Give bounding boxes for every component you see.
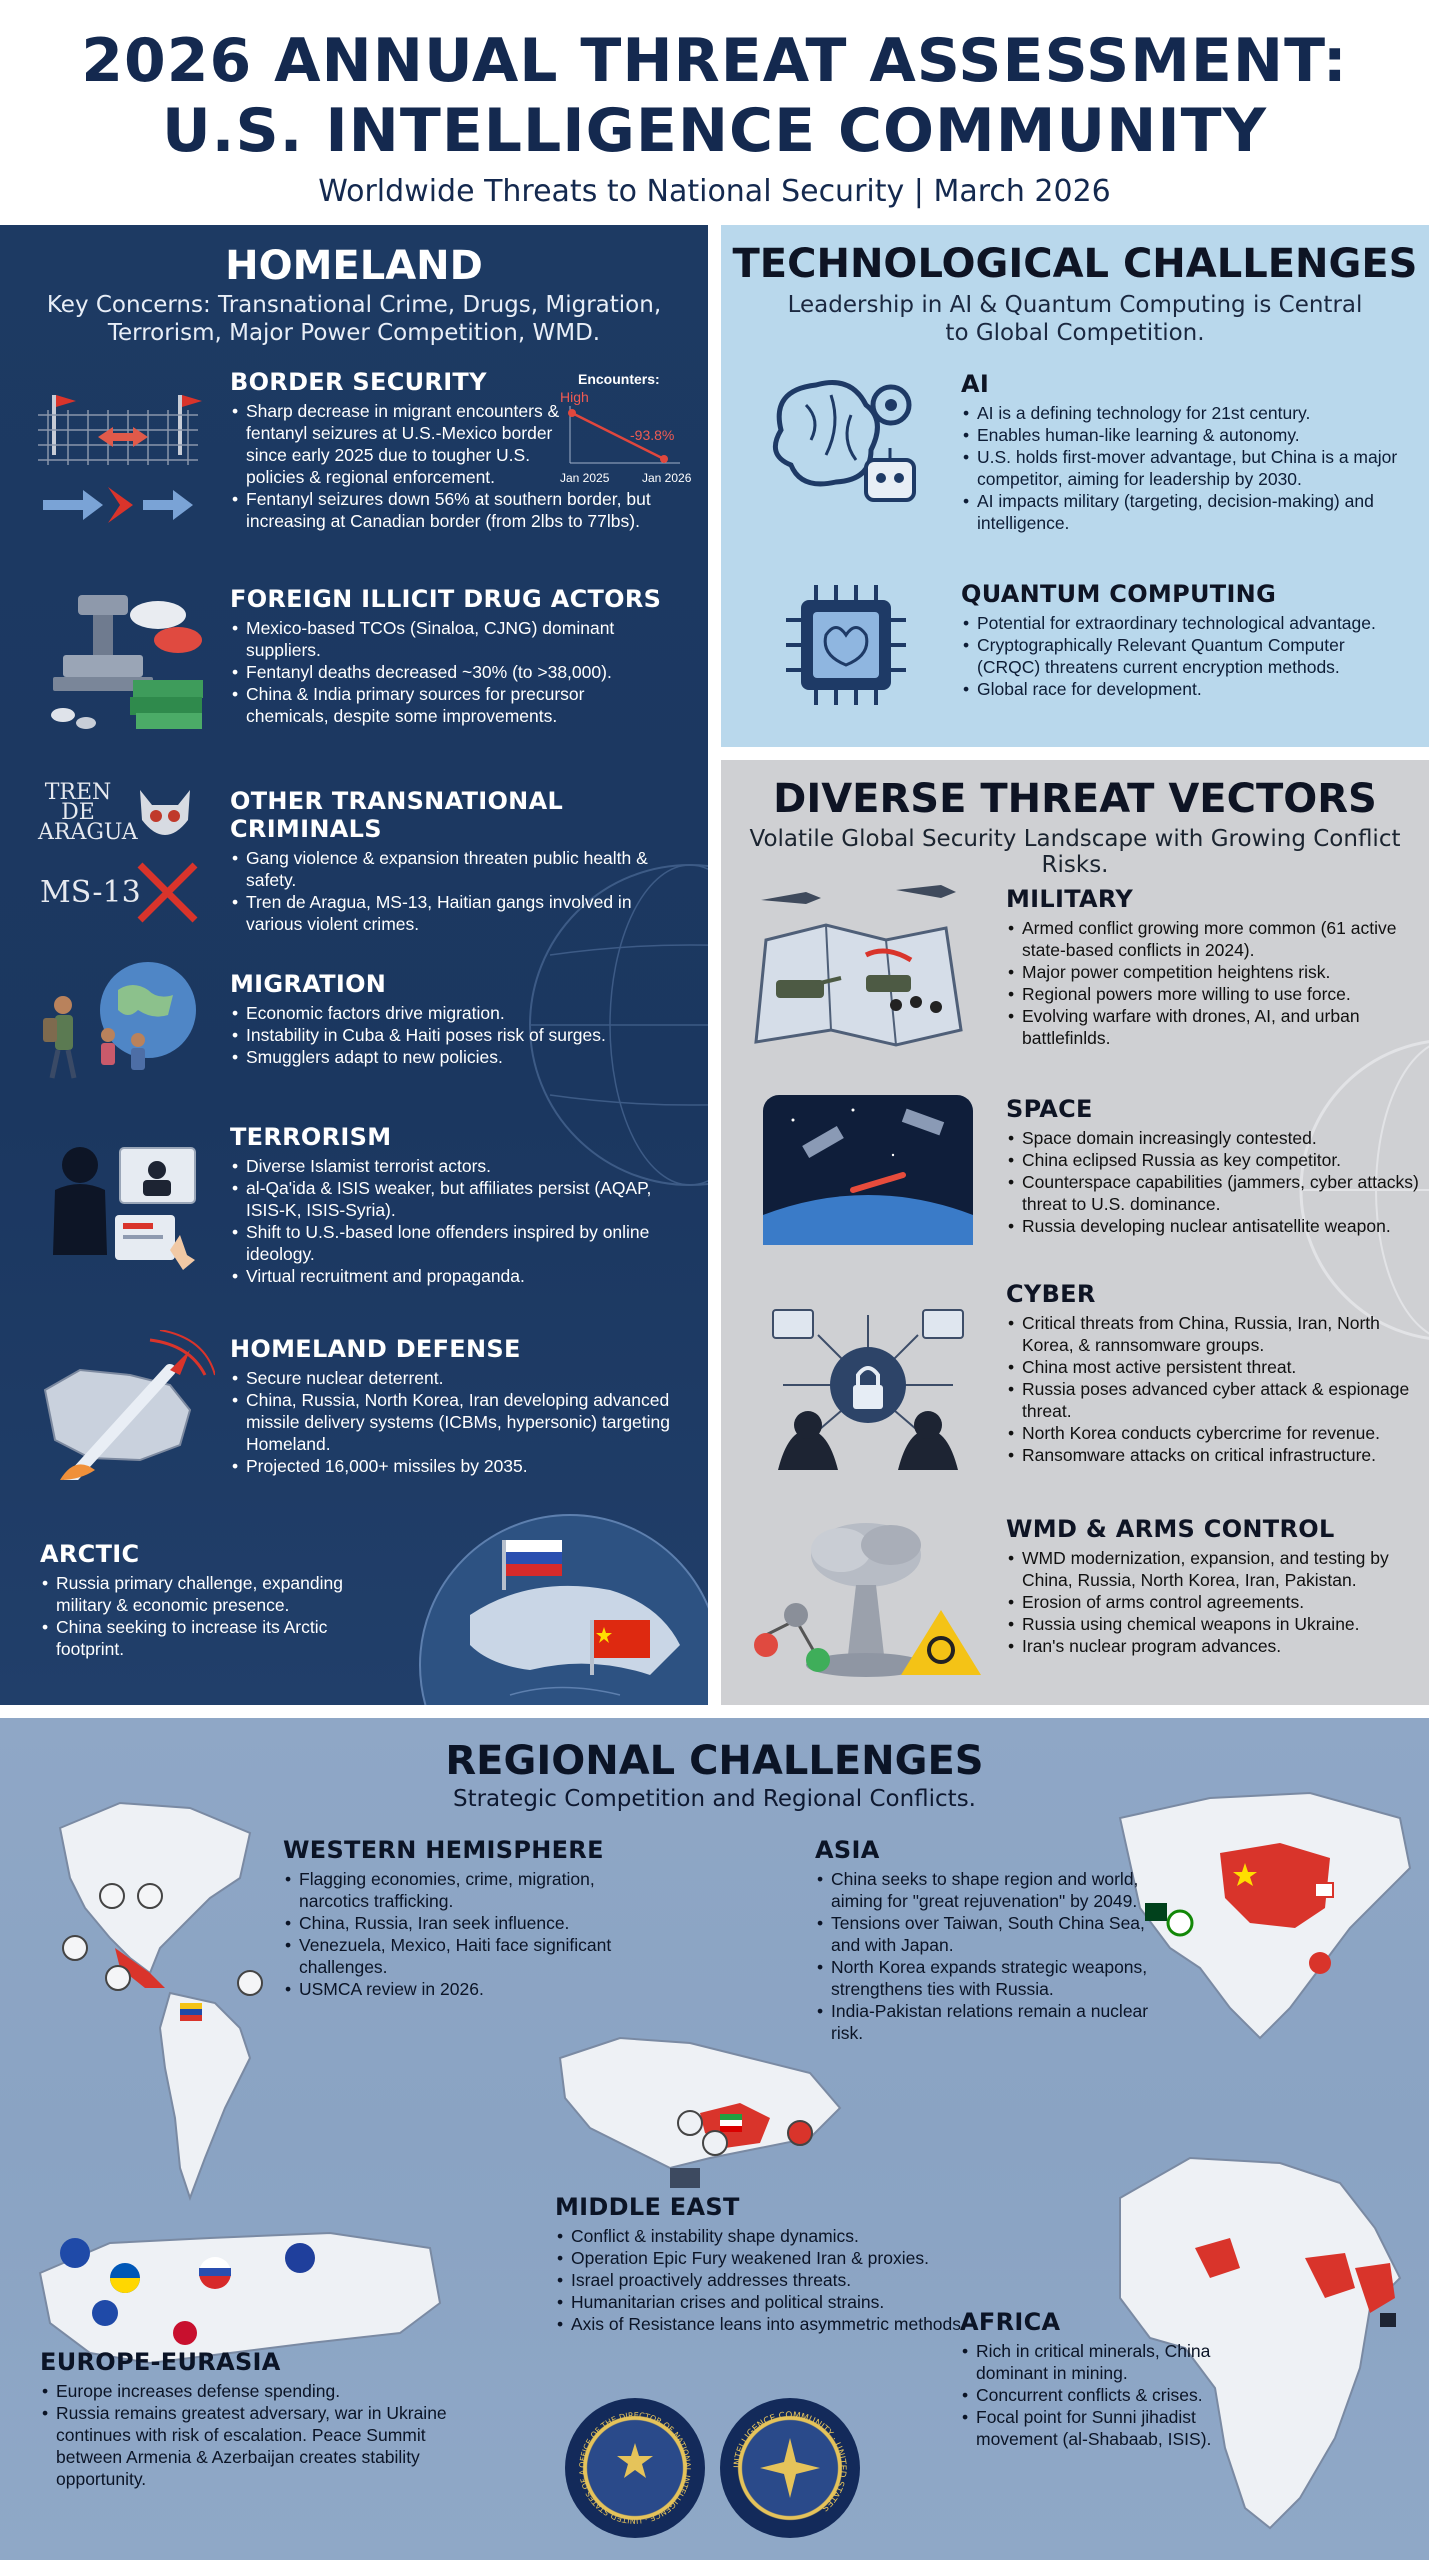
crossed-weapons-icon bbox=[135, 860, 205, 930]
space-bullet-4: • Russia developing nuclear antisatellite weapon. bbox=[1006, 1215, 1426, 1237]
ai-bullet-3: • U.S. holds first-mover advantage, but China is a major competitor, aiming for leadership by 2030. bbox=[961, 446, 1411, 490]
tech-title: TECHNOLOGICAL CHALLENGES bbox=[732, 241, 1418, 287]
migration-section bbox=[230, 970, 670, 1068]
ai-title: AI bbox=[961, 370, 990, 398]
arctic-bullet-2: • China seeking to increase its Arctic footprint. bbox=[40, 1616, 380, 1660]
migrants-globe-icon bbox=[38, 960, 208, 1080]
africa-bullet-2: • Concurrent conflicts & crises. bbox=[960, 2384, 1250, 2406]
ai-bullet-4: • AI impacts military (targeting, decision-making) and intelligence. bbox=[961, 490, 1411, 534]
middle-east-title: MIDDLE EAST bbox=[555, 2193, 740, 2221]
western-bullet-4: • USMCA review in 2026. bbox=[283, 1978, 613, 2000]
skull-mask-icon bbox=[130, 780, 200, 850]
threat-vectors-panel bbox=[721, 760, 1429, 1705]
criminals-bullet-2: • Tren de Aragua, MS-13, Haitian gangs involved in various violent crimes. bbox=[230, 891, 670, 935]
tren-de-aragua-logo: TREN DE ARAGUA bbox=[38, 780, 138, 845]
arctic-bullet-1: • Russia primary challenge, expanding military & economic presence. bbox=[40, 1572, 380, 1616]
western-bullet-2: • China, Russia, Iran seek influence. bbox=[283, 1912, 613, 1934]
drugs-bullet-1: • Mexico-based TCOs (Sinaloa, CJNG) dominant suppliers. bbox=[230, 617, 670, 661]
homeland-defense-section bbox=[230, 1335, 670, 1477]
asia-title: ASIA bbox=[815, 1836, 880, 1864]
military-bullet-4: • Evolving warfare with drones, AI, and urban battlefinlds. bbox=[1006, 1005, 1426, 1049]
migration-bullet-2: • Instability in Cuba & Haiti poses risk of surges. bbox=[230, 1024, 670, 1046]
cyber-bullet-3: • Russia poses advanced cyber attack & espionage threat. bbox=[1006, 1378, 1426, 1422]
missile-launch-icon bbox=[40, 1330, 215, 1480]
middle-east-map-icon bbox=[550, 2018, 850, 2188]
quantum-bullet-1: • Potential for extraordinary technological advantage. bbox=[961, 612, 1411, 634]
ai-section bbox=[961, 370, 1411, 534]
quantum-bullet-3: • Global race for development. bbox=[961, 678, 1411, 700]
wmd-bullet-1: • WMD modernization, expansion, and testing by China, Russia, North Korea, Iran, Pakistan. bbox=[1006, 1547, 1426, 1591]
military-title: MILITARY bbox=[1006, 885, 1134, 913]
middle-east-bullet-5: • Axis of Resistance leans into asymmetric methods. bbox=[555, 2313, 975, 2335]
title-line-2: U.S. INTELLIGENCE COMMUNITY bbox=[161, 96, 1268, 166]
space-bullet-2: • China eclipsed Russia as key competitor. bbox=[1006, 1149, 1426, 1171]
terrorism-title: TERRORISM bbox=[230, 1123, 392, 1151]
space-bullet-1: • Space domain increasingly contested. bbox=[1006, 1127, 1426, 1149]
homeland-subtitle bbox=[0, 291, 708, 347]
europe-bullet-2: • Russia remains greatest adversary, war in Ukraine continues with risk of escalation. Peace Summit between Armenia & Azerbaijan creates stability opportunity. bbox=[40, 2402, 470, 2490]
terrorism-bullet-3: • Shift to U.S.-based lone offenders inspired by online ideology. bbox=[230, 1221, 670, 1265]
transnational-criminals-section bbox=[230, 787, 670, 935]
wmd-mushroom-cloud-icon bbox=[746, 1515, 986, 1685]
arctic-section bbox=[40, 1540, 380, 1660]
terrorism-bullet-2: • al-Qa'ida & ISIS weaker, but affiliates persist (AQAP, ISIS-K, ISIS-Syria). bbox=[230, 1177, 670, 1221]
western-hemisphere-title: WESTERN HEMISPHERE bbox=[283, 1836, 604, 1864]
africa-bullet-3: • Focal point for Sunni jihadist movement (al-Shabaab, ISIS). bbox=[960, 2406, 1250, 2450]
europe-eurasia-section bbox=[40, 2348, 470, 2490]
space-satellites-icon bbox=[763, 1095, 973, 1245]
asia-map-icon bbox=[1110, 1778, 1420, 2048]
regional-subtitle: Strategic Competition and Regional Conflicts. bbox=[452, 1786, 976, 1812]
tech-subtitle-line-2: to Global Competition. bbox=[945, 320, 1205, 346]
ai-bullet-1: • AI is a defining technology for 21st century. bbox=[961, 402, 1411, 424]
asia-bullet-3: • North Korea expands strategic weapons, strengthens ties with Russia. bbox=[815, 1956, 1155, 2000]
ms13-logo: MS-13 bbox=[40, 875, 141, 910]
space-bullet-3: • Counterspace capabilities (jammers, cyber attacks) threat to U.S. dominance. bbox=[1006, 1171, 1426, 1215]
drugs-bullet-3: • China & India primary sources for precursor chemicals, despite some improvements. bbox=[230, 683, 670, 727]
middle-east-bullet-1: • Conflict & instability shape dynamics. bbox=[555, 2225, 975, 2247]
africa-section bbox=[960, 2308, 1250, 2450]
space-section bbox=[1006, 1095, 1426, 1237]
encounters-mini-chart bbox=[560, 371, 700, 501]
migration-title: MIGRATION bbox=[230, 970, 387, 998]
threats-title: DIVERSE THREAT VECTORS bbox=[773, 776, 1377, 822]
africa-bullet-1: • Rich in critical minerals, China dominant in mining. bbox=[960, 2340, 1250, 2384]
asia-bullet-2: • Tensions over Taiwan, South China Sea, and with Japan. bbox=[815, 1912, 1155, 1956]
homeland-subtitle-line-2: Terrorism, Major Power Competition, WMD. bbox=[107, 320, 601, 346]
defense-bullet-3: • Projected 16,000+ missiles by 2035. bbox=[230, 1455, 670, 1477]
cyber-bullet-1: • Critical threats from China, Russia, Iran, North Korea, & rannsomware groups. bbox=[1006, 1312, 1426, 1356]
cyber-bullet-2: • China most active persistent threat. bbox=[1006, 1356, 1426, 1378]
border-security-title: BORDER SECURITY bbox=[230, 368, 487, 396]
wmd-bullet-2: • Erosion of arms control agreements. bbox=[1006, 1591, 1426, 1613]
terrorism-bullet-1: • Diverse Islamist terrorist actors. bbox=[230, 1155, 670, 1177]
border-fence-icon bbox=[38, 375, 208, 525]
wmd-title: WMD & ARMS CONTROL bbox=[1006, 1515, 1335, 1543]
ai-brain-robot-icon bbox=[761, 370, 931, 520]
middle-east-bullet-2: • Operation Epic Fury weakened Iran & proxies. bbox=[555, 2247, 975, 2269]
africa-title: AFRICA bbox=[960, 2308, 1061, 2336]
transnational-criminals-title: OTHER TRANSNATIONAL CRIMINALS bbox=[230, 787, 564, 843]
tech-subtitle-line-1: Leadership in AI & Quantum Computing is Central bbox=[787, 292, 1363, 318]
drugs-bullet-2: • Fentanyl deaths decreased ~30% (to >38,000). bbox=[230, 661, 670, 683]
page-header bbox=[0, 0, 1429, 222]
border-bullet-2: • Fentanyl seizures down 56% at southern border, but increasing at Canadian border (from 2lbs to 77lbs). bbox=[230, 488, 670, 532]
arctic-title: ARCTIC bbox=[40, 1540, 140, 1568]
drug-actors-section bbox=[230, 585, 670, 727]
asia-bullet-1: • China seeks to shape region and world, aiming for "great rejuvenation" by 2049. bbox=[815, 1868, 1155, 1912]
mini-chart-high-label: High bbox=[560, 389, 589, 405]
western-bullet-3: • Venezuela, Mexico, Haiti face significant challenges. bbox=[283, 1934, 613, 1978]
americas-map-icon bbox=[40, 1788, 300, 2208]
migration-bullet-1: • Economic factors drive migration. bbox=[230, 1002, 670, 1024]
regional-panel bbox=[0, 1718, 1429, 2560]
ic-seal-text: INTELLIGENCE COMMUNITY · UNITED STATES bbox=[732, 2410, 848, 2513]
mini-chart-x-end: Jan 2026 bbox=[642, 471, 692, 485]
quantum-section bbox=[961, 580, 1411, 700]
military-bullet-3: • Regional powers more willing to use force. bbox=[1006, 983, 1426, 1005]
asia-section bbox=[815, 1836, 1155, 2044]
quantum-title: QUANTUM COMPUTING bbox=[961, 580, 1277, 608]
middle-east-bullet-4: • Humanitarian crises and political strains. bbox=[555, 2291, 975, 2313]
defense-bullet-2: • China, Russia, North Korea, Iran developing advanced missile delivery systems (ICBMs, hypersonic) targeting Homeland. bbox=[230, 1389, 670, 1455]
regional-title: REGIONAL CHALLENGES bbox=[445, 1738, 984, 1784]
page-subtitle: Worldwide Threats to National Security | March 2026 bbox=[318, 174, 1111, 209]
technology-panel bbox=[721, 225, 1429, 747]
cyber-lock-icon bbox=[763, 1295, 973, 1470]
asia-bullet-4: • India-Pakistan relations remain a nuclear risk. bbox=[815, 2000, 1155, 2044]
homeland-panel bbox=[0, 225, 708, 1705]
mini-chart-x-start: Jan 2025 bbox=[560, 471, 610, 485]
europe-bullet-1: • Europe increases defense spending. bbox=[40, 2380, 470, 2402]
cyber-title: CYBER bbox=[1006, 1280, 1096, 1308]
ai-bullet-2: • Enables human-like learning & autonomy. bbox=[961, 424, 1411, 446]
europe-eurasia-title: EUROPE-EURASIA bbox=[40, 2348, 281, 2376]
cyber-section bbox=[1006, 1280, 1426, 1466]
page-title bbox=[0, 0, 1429, 166]
criminals-bullet-1: • Gang violence & expansion threaten public health & safety. bbox=[230, 847, 670, 891]
quantum-bullet-2: • Cryptographically Relevant Quantum Computer (CRQC) threatens current encryption methods. bbox=[961, 634, 1411, 678]
odni-seal-icon bbox=[565, 2398, 705, 2538]
homeland-subtitle-line-1: Key Concerns: Transnational Crime, Drugs, Migration, bbox=[46, 292, 662, 318]
western-bullet-1: • Flagging economies, crime, migration, narcotics trafficking. bbox=[283, 1868, 613, 1912]
mini-chart-change: -93.8% bbox=[630, 427, 675, 443]
middle-east-section bbox=[555, 2193, 975, 2335]
quantum-chip-icon bbox=[781, 580, 911, 710]
defense-bullet-1: • Secure nuclear deterrent. bbox=[230, 1367, 670, 1389]
wmd-bullet-4: • Iran's nuclear program advances. bbox=[1006, 1635, 1426, 1657]
ic-seal-icon bbox=[720, 2398, 860, 2538]
cyber-bullet-5: • Ransomware attacks on critical infrastructure. bbox=[1006, 1444, 1426, 1466]
wmd-section bbox=[1006, 1515, 1426, 1657]
cyber-bullet-4: • North Korea conducts cybercrime for revenue. bbox=[1006, 1422, 1426, 1444]
middle-east-bullet-3: • Israel proactively addresses threats. bbox=[555, 2269, 975, 2291]
arctic-globe-icon bbox=[410, 1505, 708, 1705]
title-line-1: 2026 ANNUAL THREAT ASSESSMENT: bbox=[81, 26, 1348, 96]
military-bullet-1: • Armed conflict growing more common (61 active state-based conflicts in 2024). bbox=[1006, 917, 1426, 961]
homeland-title: HOMELAND bbox=[225, 243, 483, 289]
military-map-icon bbox=[746, 880, 966, 1050]
military-section bbox=[1006, 885, 1426, 1049]
tech-subtitle bbox=[721, 291, 1429, 347]
mini-chart-label: Encounters: bbox=[578, 371, 660, 387]
wmd-bullet-3: • Russia using chemical weapons in Ukraine. bbox=[1006, 1613, 1426, 1635]
terrorism-bullet-4: • Virtual recruitment and propaganda. bbox=[230, 1265, 670, 1287]
terrorist-online-icon bbox=[45, 1140, 205, 1280]
military-bullet-2: • Major power competition heightens risk. bbox=[1006, 961, 1426, 983]
drug-actors-title: FOREIGN ILLICIT DRUG ACTORS bbox=[230, 585, 662, 613]
western-hemisphere-section bbox=[283, 1836, 613, 2000]
homeland-defense-title: HOMELAND DEFENSE bbox=[230, 1335, 521, 1363]
threats-subtitle: Volatile Global Security Landscape with Growing Conflict Risks. bbox=[749, 826, 1401, 878]
pill-press-icon bbox=[38, 585, 208, 735]
border-bullet-1: • Sharp decrease in migrant encounters & fentanyl seizures at U.S.-Mexico border since early 2025 due to tougher U.S. policies & regional enforcement. bbox=[230, 400, 560, 488]
migration-bullet-3: • Smugglers adapt to new policies. bbox=[230, 1046, 670, 1068]
space-title: SPACE bbox=[1006, 1095, 1093, 1123]
odni-seal-text: OFFICE OF THE DIRECTOR OF NATIONAL INTELLIGENCE · UNITED STATES OF A bbox=[577, 2410, 693, 2526]
terrorism-section bbox=[230, 1123, 670, 1287]
